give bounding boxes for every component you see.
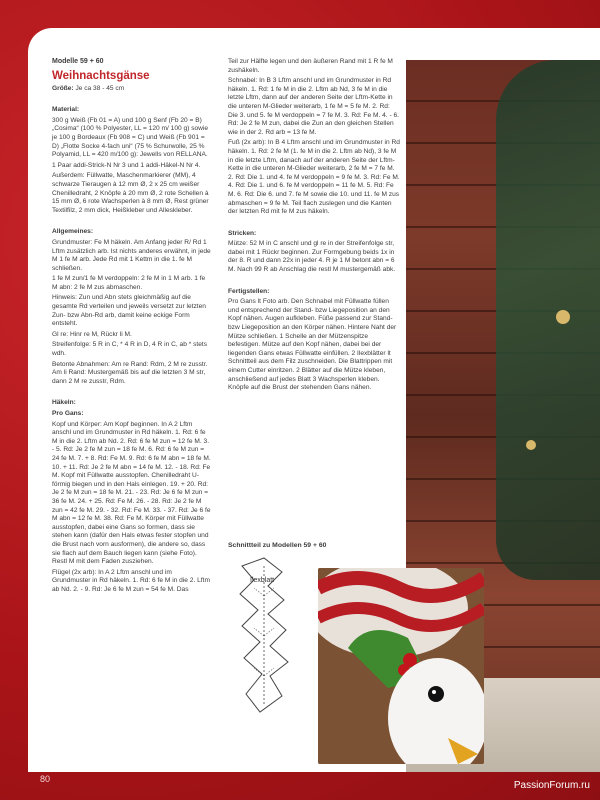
article-title: Weihnachtsgänse bbox=[52, 69, 150, 82]
fertig-text: Pro Gans lt Foto arb. Den Schnabel mit Füllwatte füllen und entsprechend der Stand- bzw Liegeposition an den Kopf nähen. Augen aufkleben. Füße passend zur Stand- bzw Liegeposition an den Körper nähen. Hintere Naht der Mütze schließen. 1 Schelle an der Mützenspitze befestigen. Mütze auf den Kopf nähen, dabei bei der liegenden Gans etwas Füllwatte einfüllen. 2 Ilexblätter lt Schnittteil aus dem Filz zuschneiden. Die Blattrippen mit einem Cutter einritzen. 2 Blätter auf die Mütze kleben, anschließend auf jedes Blatt 3 Wachsperlen kleben. Knöpfe auf die Brust der stehenden Gans nähen. bbox=[228, 298, 397, 392]
text-column-1 bbox=[52, 58, 212, 596]
ornament bbox=[556, 310, 570, 324]
magazine-page bbox=[28, 28, 600, 772]
fuss-text: Fuß (2x arb): In B 4 Lftm anschl und im Grundmuster in Rd häkeln. 1. Rd: 2 fe M (1. fe M in die 2. Lftm ab Nd), 3 fe M in die letzte Lftm, danach auf der anderen Seite der Lftm-Kette in die unteren M-Glieder weiterarb, 2 fe M = 7 fe M. 2. Rd: Die 1. und 4. fe M verdoppeln = 9 fe M. 3. Rd: Fe M. 4. Rd: Die 1. und 6. fe M verdoppeln = 11 fe M. 5. Rd: Fe M. 6. Rd: Die 6. und 7. fe M sowie die 10. und 11. fe M zus abmaschen = 9 fe M. Teil flach zuslegen und die Kanten der letzten Rd mit fe M zus häkeln. bbox=[228, 139, 400, 216]
haekeln-heading: Häkeln: bbox=[52, 399, 76, 407]
haekeln-text: Flügel (2x arb): In A 2 Lftm anschl und im Grundmuster in Rd häkeln. 1. Rd: 6 fe M in die 2. Lftm ab Nd. 2. - 9. Rd: Je 6 fe M zun = 54 fe M. Das bbox=[52, 568, 210, 593]
watermark-text: PassionForum.ru bbox=[513, 780, 590, 791]
allgemeines-text: Hinweis: Zun und Abn stets gleichmäßig auf die gesamte Rd verteilen und jeweils versetzt zur letzten Zun- bzw Abn-Rd arb, damit keine eckige Form entsteht. bbox=[52, 294, 206, 328]
allgemeines-text: Streifenfolge: 5 R in C, * 4 R in D, 4 R in C, ab * stets wdh. bbox=[52, 341, 208, 358]
holly-leaf-pattern bbox=[224, 556, 314, 716]
allgemeines-text: Gl re: Hinr re M, Rückr li M. bbox=[52, 330, 132, 338]
stricken-text: Mütze: 52 M in C anschl und gl re in der Streifenfolge str, dabei mit 1 Rückr beginnen. Zur Formgebung beids 1x in der 8. R und dann 22x in jeder 4. R je 1 M betont abn = 6 M. Nach 99 R ab Anschlag die restl M mustergemäß abk. bbox=[228, 240, 396, 274]
model-number: Modelle 59 + 60 bbox=[52, 58, 104, 65]
fertig-heading: Fertigstellen: bbox=[228, 287, 270, 295]
page-number: 80 bbox=[40, 774, 51, 784]
material-heading: Material: bbox=[52, 106, 80, 114]
material-text: Außerdem: Füllwatte, Maschenmarkierer (MM), 4 schwarze Tieraugen à 12 mm Ø, 2 x 25 cm weißer Chenilledraht, 2 Knöpfe à 20 mm Ø, 2 rote Schellen à 15 mm Ø, 6 rote Wachsperlen à 8 mm Ø, Rest grüner Textilfilz, 2 mm dick, Heißkleber und Alleskleber. bbox=[52, 172, 209, 214]
size-line: Größe: Je ca 38 - 45 cm bbox=[52, 84, 125, 92]
haekeln-text: Kopf und Körper: Am Kopf beginnen. In A 2 Lftm anschl und im Grundmuster in Rd häkeln. 1. Rd: 6 fe M in die 2. Lftm ab Nd. 2. Rd: 6 fe M zun = 12 fe M. 3. - 5. Rd: Je 2 fe M zun = 18 fe M. 6. Rd: 6 fe M zun = 24 fe M. 7. + 8. Rd: Fe M. 9. Rd: 6 fe M abn = 18 fe M. 10. + 11. Rd: Je 2 fe M abn = 14 fe M. 12. - 18. Rd: Fe M. Kopf mit Füllwatte ausstopfen. Chenilledraht U-förmig biegen und in den Hals einlegen. 19. + 20. Rd: Je 2 fe M zun = 18 fe M. 21. - 23. Rd: Je 6 fe M zun = 36 fe M. 24. + 25. Rd: Fe M. 26. - 28. Rd: Je 2 fe M zun = 42 fe M. 29. - 32. Rd: Fe M. 33. - 37. Rd: Je 6 fe M abn = 12 fe M. 38. Rd: Fe M. Körper mit Füllwatte ausstopfen, dabei eine Gans so formen, dass sie stehen kann (dafür den Hals etwas fester stopfen und die Brust nach vorn ausformen), die andere so, dass sie flach auf dem Bauch liegen kann (siehe Foto). Restl M mit dem Faden zusziehen. bbox=[52, 420, 211, 566]
body-text: Teil zur Hälfte legen und den äußeren Rand mit 1 R fe M zushäkeln. bbox=[228, 58, 393, 74]
allgemeines-text: Grundmuster: Fe M häkeln. Am Anfang jeder R/ Rd 1 Lftm zusätzlich arb. Ist nichts anderes erwähnt, in jede M 1 fe M arb. Jede Rd mit 1 Kettm in die 1. fe M schließen. bbox=[52, 238, 211, 272]
schnabel-text: Schnabel: In B 3 Lftm anschl und im Grundmuster in Rd häkeln. 1. Rd: 1 fe M in die 2. Lftm ab Nd, 3 fe M in die letzte Lftm, dann auf der anderen Seite der Lftm-Kette in die unteren M-Glieder weiterarb, 1 fe M = 5 fe M. 2. Rd: Die 3. und 5. fe M verdoppeln = 7 fe M. 3. Rd: Fe M. 4. - 6. Rd: Je 2 fe M zun, dabei die Zun an den gleichen Stellen wie in der 2. Rd arb = 13 fe M. bbox=[228, 77, 399, 136]
pattern-label: Ilexblatt bbox=[250, 577, 275, 584]
ornament bbox=[526, 440, 536, 450]
text-column-2 bbox=[228, 58, 400, 395]
allgemeines-text: Betonte Abnahmen: Am re Rand: Rdm, 2 M re zusstr. Am li Rand: Mustergemäß bis auf die letzten 3 M str, dann 2 M re zusstr, Rdm. bbox=[52, 360, 208, 385]
pattern-heading: Schnittteil zu Modellen 59 + 60 bbox=[228, 542, 327, 549]
christmas-tree bbox=[496, 60, 600, 580]
material-text: 300 g Weiß (Fb 01 = A) und 100 g Senf (Fb 20 = B) „Cosima“ (100 % Polyester, LL = 120 m/ 100 g) sowie je 100 g Bordeaux (Fb 908 = C) und Weiß (Fb 901 = D) „Flotte Socke 4-fach uni“ (75 % Schurwolle, 25 % Polyamid, LL = 420 m/100 g): Jewells von RELLANA. bbox=[52, 116, 209, 159]
pro-gans-heading: Pro Gans: bbox=[52, 410, 84, 417]
goose-closeup-photo bbox=[318, 568, 484, 764]
stricken-heading: Stricken: bbox=[228, 229, 257, 237]
material-text: 1 Paar addi-Strick-N Nr 3 und 1 addi-Häkel-N Nr 4. bbox=[52, 161, 201, 169]
allgemeines-heading: Allgemeines: bbox=[52, 228, 94, 236]
allgemeines-text: 1 fe M zun/1 fe M verdoppeln: 2 fe M in 1 M arb. 1 fe M abn: 2 fe M zus abmaschen. bbox=[52, 275, 206, 291]
